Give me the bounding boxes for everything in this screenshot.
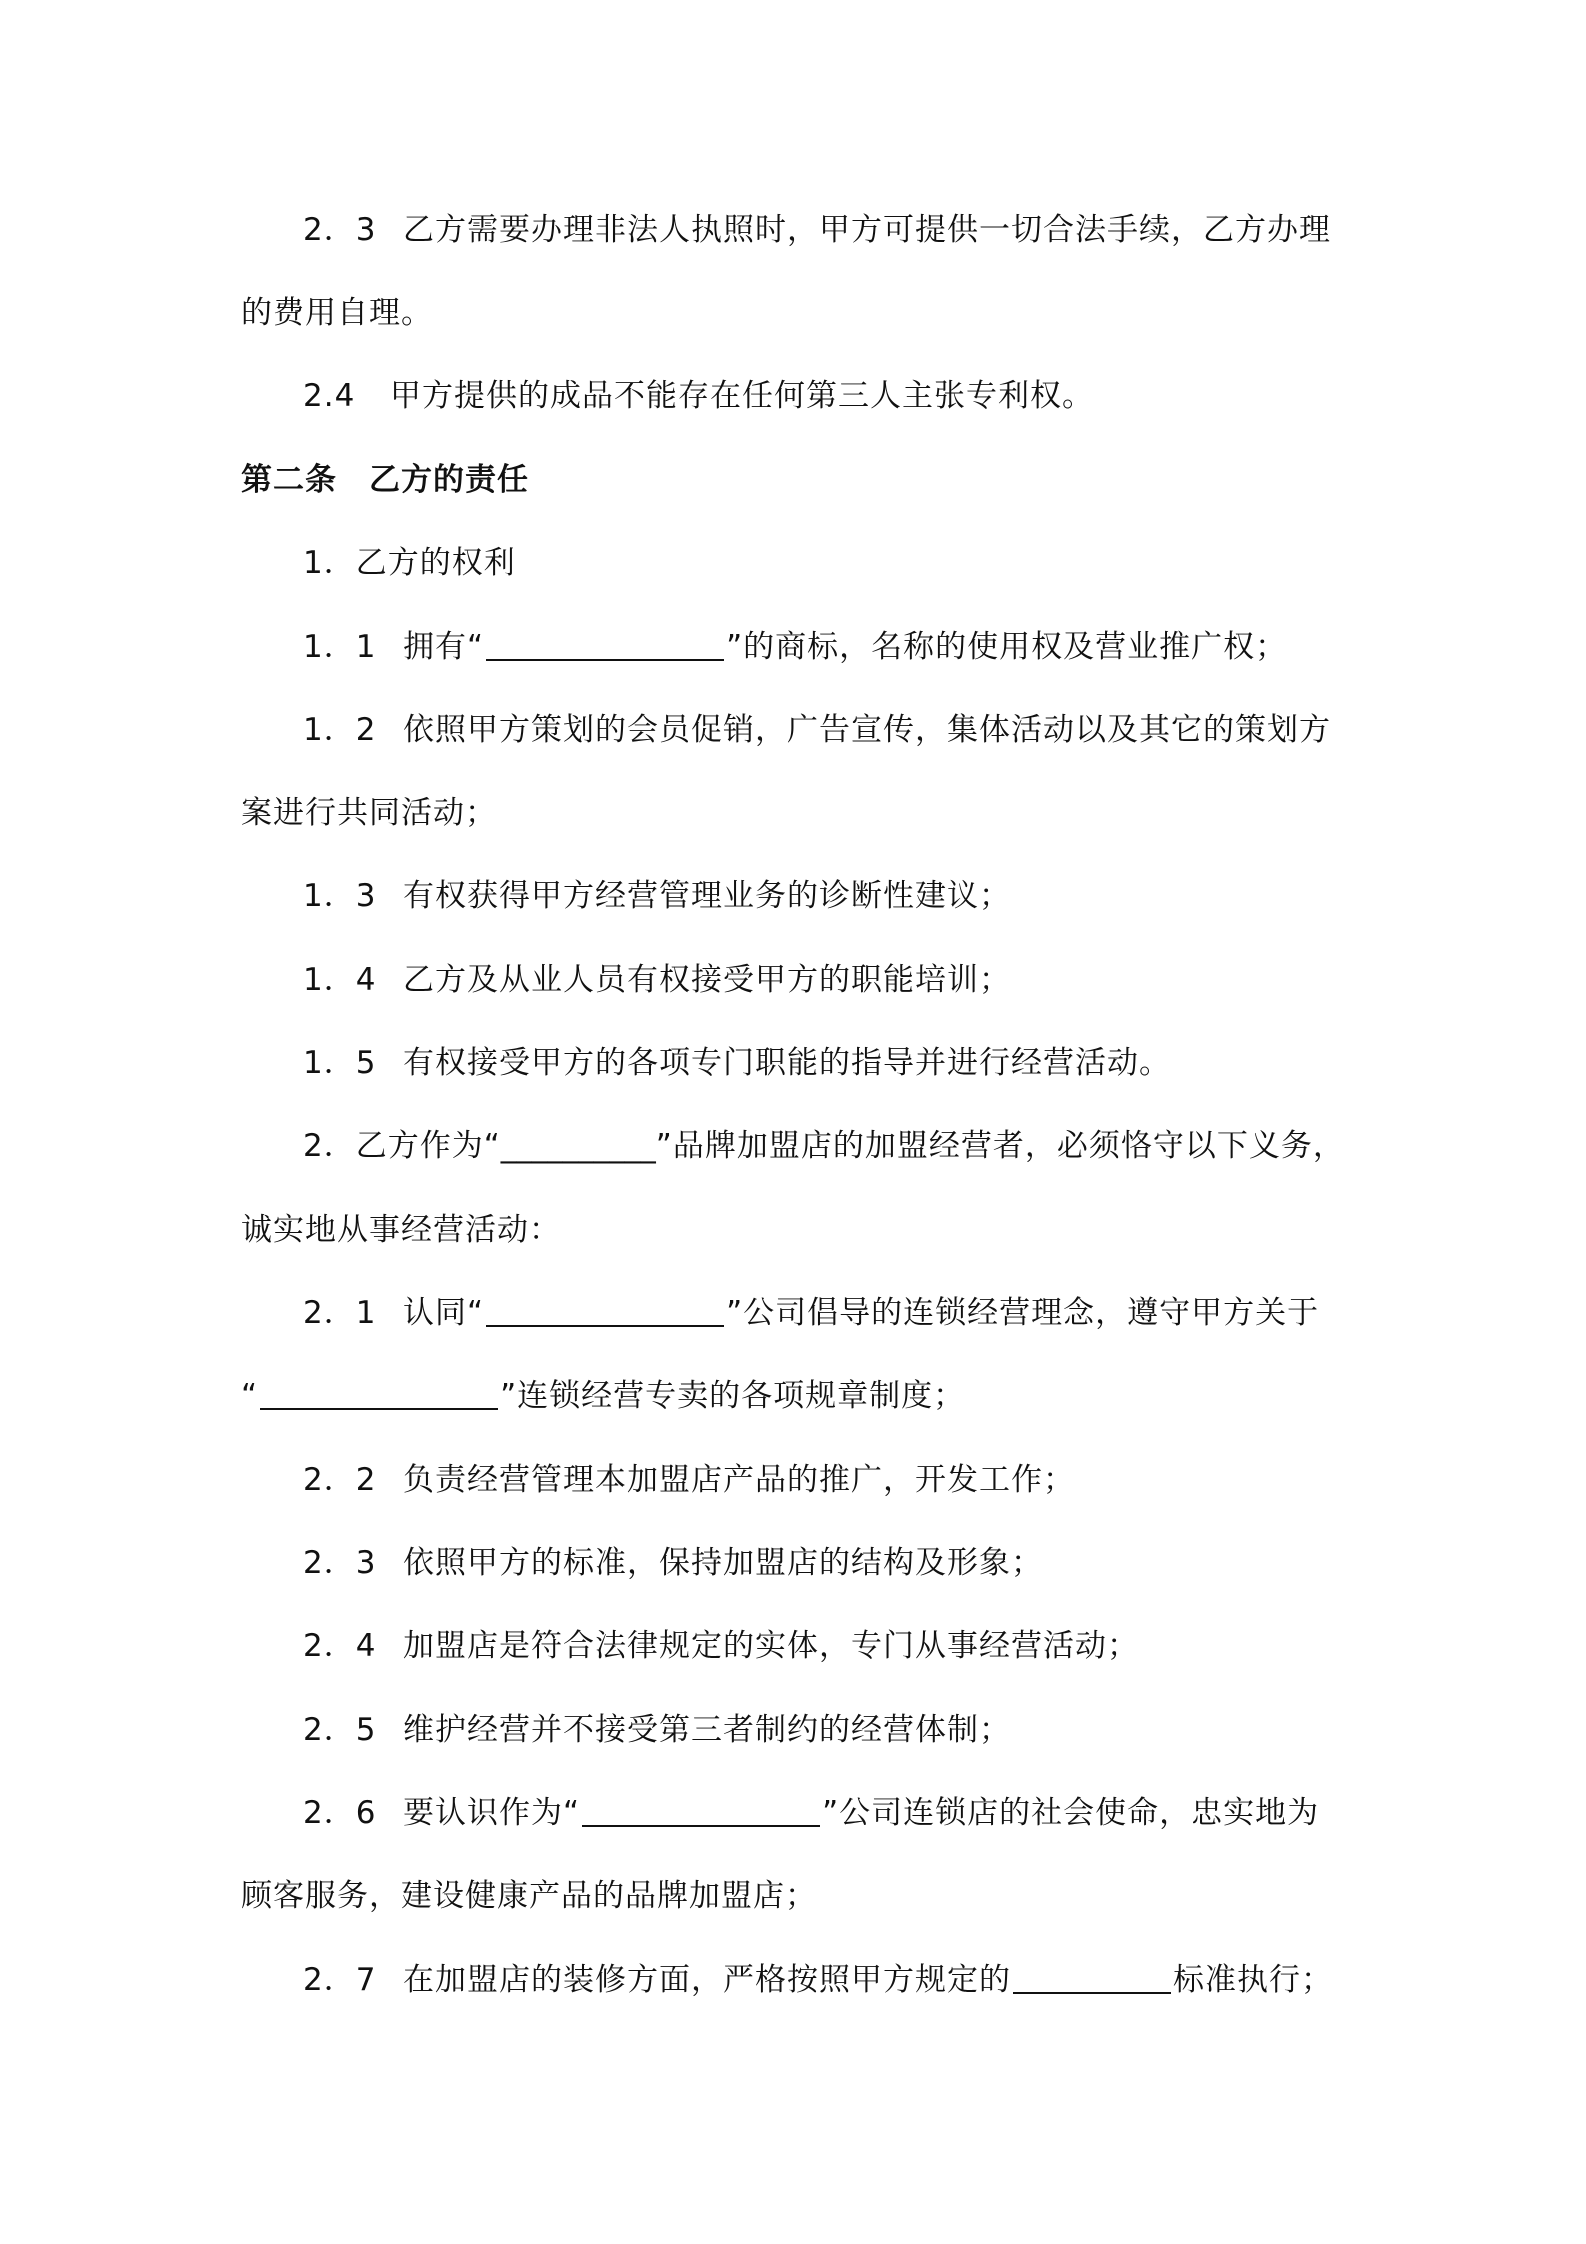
clause-text-after: ”公司连锁店的社会使命，忠实地为 <box>822 1795 1320 1831</box>
fill-in-blank[interactable] <box>486 629 724 661</box>
fill-in-blank[interactable] <box>260 1378 498 1410</box>
clause-text: 负责经营管理本加盟店产品的推广，开发工作； <box>403 1462 1075 1498</box>
clause-text-before: 拥有“ <box>403 629 485 665</box>
clause-2-4 <box>303 376 1423 416</box>
clause-text: 案进行共同活动； <box>241 795 497 831</box>
clause-number: 2．3 <box>303 212 377 248</box>
clause-text: 维护经营并不接受第三者制约的经营体制； <box>403 1712 1011 1748</box>
fill-in-blank[interactable] <box>582 1795 820 1827</box>
clause-text: 依照甲方策划的会员促销，广告宣传，集体活动以及其它的策划方 <box>403 712 1331 748</box>
clause-text: 依照甲方的标准，保持加盟店的结构及形象； <box>403 1545 1043 1581</box>
clause-2-3 <box>303 210 1423 250</box>
clause-2-6 <box>303 1793 1423 1833</box>
fill-in-blank[interactable]: __________ <box>500 1128 656 1164</box>
clause-number: 1．3 <box>303 878 377 914</box>
clause-number: 2．6 <box>303 1795 377 1831</box>
clause-text: 加盟店是符合法律规定的实体，专门从事经营活动； <box>403 1628 1139 1664</box>
clause-2-2 <box>303 1460 1423 1500</box>
clause-1-2-continued <box>241 793 1361 833</box>
clause-text: 有权获得甲方经营管理业务的诊断性建议； <box>403 878 1011 914</box>
article-2-heading <box>241 460 1361 500</box>
clause-2-1-continued <box>241 1376 1361 1416</box>
clause-2-7 <box>303 1960 1423 2000</box>
clause-2-1 <box>303 1293 1423 1333</box>
clause-text-after: ”连锁经营专卖的各项规章制度； <box>500 1378 966 1414</box>
clause-1-5 <box>303 1043 1423 1083</box>
clause-text: 有权接受甲方的各项专门职能的指导并进行经营活动。 <box>403 1045 1171 1081</box>
clause-2-4b <box>303 1626 1423 1666</box>
clause-number: 2．7 <box>303 1962 377 1998</box>
section-2-title <box>303 1126 1423 1166</box>
clause-text: 顾客服务，建设健康产品的品牌加盟店； <box>241 1878 817 1914</box>
section-2-title-continued <box>241 1210 1361 1250</box>
clause-number: 2．3 <box>303 1545 377 1581</box>
clause-2-5 <box>303 1710 1423 1750</box>
clause-text-before: 认同“ <box>403 1295 485 1331</box>
section-text: 1．乙方的权利 <box>303 545 516 581</box>
clause-1-2 <box>303 710 1423 750</box>
clause-text-before: 在加盟店的装修方面，严格按照甲方规定的 <box>403 1962 1011 1998</box>
clause-number: 2．2 <box>303 1462 377 1498</box>
article-number: 第二条 <box>241 462 337 498</box>
clause-number: 1．5 <box>303 1045 377 1081</box>
clause-text-after: ”公司倡导的连锁经营理念，遵守甲方关于 <box>726 1295 1320 1331</box>
clause-text-before: 要认识作为“ <box>403 1795 581 1831</box>
clause-text: 的费用自理。 <box>241 295 433 331</box>
clause-text: 乙方需要办理非法人执照时，甲方可提供一切合法手续，乙方办理 <box>403 212 1331 248</box>
clause-text: 甲方提供的成品不能存在任何第三人主张专利权。 <box>390 378 1094 414</box>
clause-text-after: ”的商标，名称的使用权及营业推广权； <box>726 629 1288 665</box>
article-title: 乙方的责任 <box>369 462 529 498</box>
clause-number: 2．1 <box>303 1295 377 1331</box>
section-text-after: ”品牌加盟店的加盟经营者，必须恪守以下义务， <box>655 1128 1345 1164</box>
clause-number: 1．4 <box>303 962 377 998</box>
clause-number: 1．2 <box>303 712 377 748</box>
clause-text: 乙方及从业人员有权接受甲方的职能培训； <box>403 962 1011 998</box>
clause-number: 2.4 <box>303 378 356 414</box>
section-text: 诚实地从事经营活动： <box>241 1212 561 1248</box>
clause-1-3 <box>303 876 1423 916</box>
section-1-title <box>303 543 1423 583</box>
clause-number: 1．1 <box>303 629 377 665</box>
clause-1-1 <box>303 627 1423 667</box>
clause-2-3b <box>303 1543 1423 1583</box>
fill-in-blank[interactable] <box>1013 1962 1171 1994</box>
clause-number: 2．5 <box>303 1712 377 1748</box>
section-text-before: 2．乙方作为“ <box>303 1128 501 1164</box>
clause-number: 2．4 <box>303 1628 377 1664</box>
clause-1-4 <box>303 960 1423 1000</box>
clause-2-3-continued <box>241 293 1361 333</box>
clause-text-after: 标准执行； <box>1173 1962 1333 1998</box>
clause-2-6-continued <box>241 1876 1361 1916</box>
clause-text-before: “ <box>241 1378 259 1414</box>
fill-in-blank[interactable] <box>486 1295 724 1327</box>
